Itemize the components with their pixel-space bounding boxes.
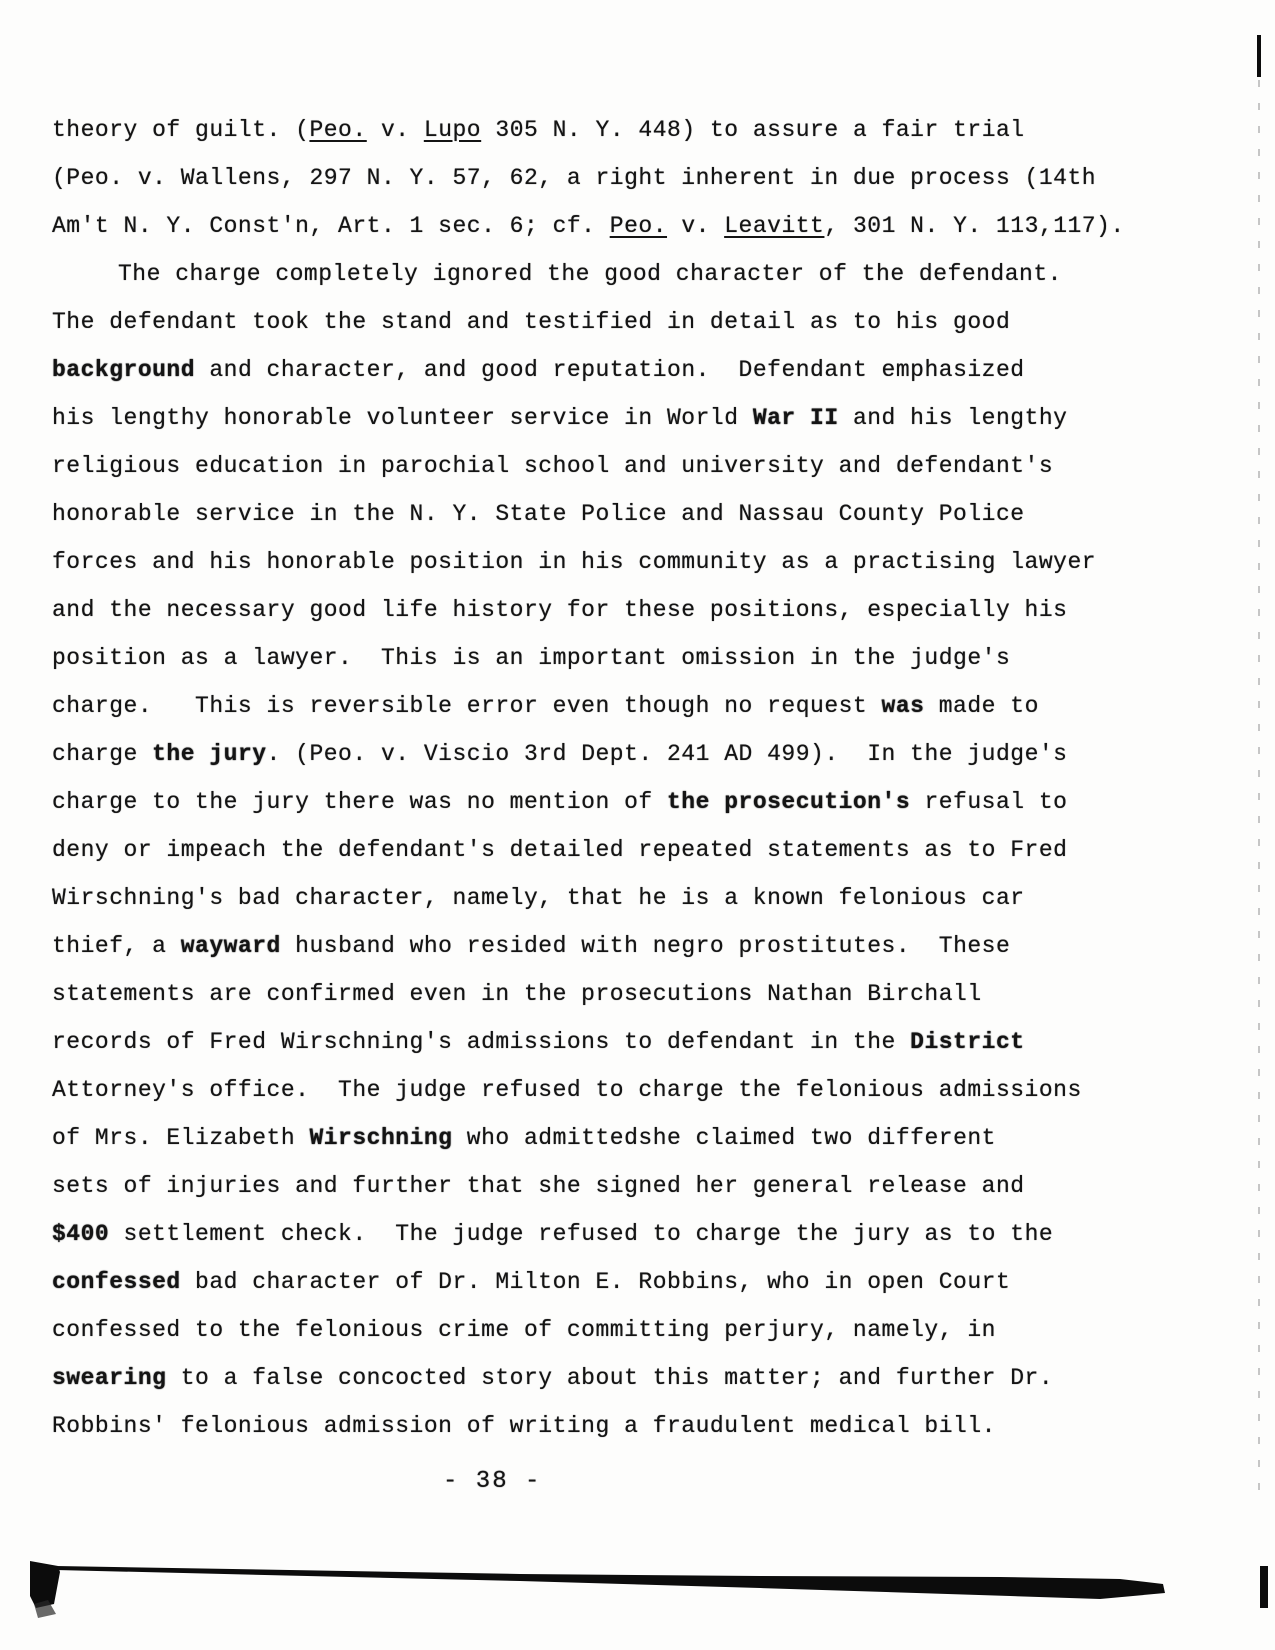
text-segment: and character, and good reputation. Defendant emphasized [195,357,1025,383]
text-line [52,874,1192,922]
text-segment: records of Fred Wirschning's admissions to defendant in the [52,1029,911,1055]
text-line [52,346,1192,394]
text-line [52,394,1192,442]
bottom-left-blob [30,1561,60,1608]
text-segment: settlement check. The judge refused to charge the jury as to the [109,1221,1054,1247]
text-segment: War II [752,405,839,431]
text-segment: v. [366,117,424,143]
text-line [52,298,1192,346]
text-segment: thief, a [52,933,181,959]
text-line [52,1066,1192,1114]
bottom-right-tick [1260,1566,1268,1608]
text-segment: Am't N. Y. Const'n, Art. 1 sec. 6; cf. [52,213,610,239]
text-line [52,1354,1192,1402]
text-segment: Attorney's office. The judge refused to charge the felonious admissions [52,1077,1082,1103]
text-line [52,1162,1192,1210]
text-segment: ground [109,357,196,383]
text-segment: confessed [52,1269,181,1295]
text-line [52,1402,1192,1450]
text-segment: refusal to [910,789,1068,815]
text-segment: was [881,693,925,719]
text-segment: (Peo. v. Wallens, 297 N. Y. 57, 62, a right inherent in due process (14th [52,165,1097,191]
text-line [52,682,1192,730]
text-line [52,442,1192,490]
text-segment: the prosecution's [667,789,911,815]
right-edge-dark-tick-top [1257,35,1261,77]
text-segment: to a false concocted story about this matter; and further Dr. [166,1365,1054,1391]
document-body [52,106,1192,1450]
text-segment: wayward [180,933,281,959]
text-line [52,202,1192,250]
text-segment: made to [924,693,1039,719]
text-segment: charge. This is reversible error even though no request [52,693,882,719]
text-line [52,1210,1192,1258]
text-segment: honorable service in the N. Y. State Police and Nassau County Police [52,501,1025,527]
text-segment: theory of guilt. ( [52,117,310,143]
text-segment: charge to the jury there was no mention of [52,789,667,815]
text-segment: 305 N. Y. 448) to assure a fair trial [481,117,1025,143]
text-segment: $400 [52,1221,110,1247]
text-segment: who admittedshe claimed two different [452,1125,996,1151]
text-segment: Robbins' felonious admission of writing a fraudulent medical bill. [52,1413,996,1439]
text-segment: Wirschning [309,1125,453,1151]
text-line [52,250,1192,298]
text-segment: the jury [152,741,267,767]
text-segment: and the necessary good life history for these positions, especially his [52,597,1068,623]
text-segment: statements are confirmed even in the prosecutions Nathan Birchall [52,981,982,1007]
text-segment: sets of injuries and further that she signed her general release and [52,1173,1025,1199]
text-segment: Peo. [309,117,367,143]
text-segment: Leavitt [724,213,825,239]
text-line [52,1114,1192,1162]
text-segment: Peo. [609,213,668,239]
text-segment: bad character of Dr. Milton E. Robbins, who in open Court [180,1269,1011,1295]
text-segment: religious education in parochial school and university and defendant's [52,453,1054,479]
text-segment: husband who resided with negro prostitutes. These [280,933,1011,959]
text-segment: The defendant took the stand and testified in detail as to his good [52,309,1011,335]
text-line [52,490,1192,538]
text-segment: v. [667,213,725,239]
text-segment: confessed to the felonious crime of committing perjury, namely, in [52,1317,996,1343]
text-segment: of Mrs. Elizabeth [52,1125,310,1151]
text-line [52,154,1192,202]
text-segment: his lengthy honorable volunteer service in World [52,405,753,431]
text-line [52,922,1192,970]
text-line [52,970,1192,1018]
text-segment: deny or impeach the defendant's detailed repeated statements as to Fred [52,837,1068,863]
text-segment: charge [52,741,153,767]
text-line [52,1018,1192,1066]
text-line [52,778,1192,826]
text-segment: forces and his honorable position in his community as a practising lawyer [52,549,1097,575]
text-segment: Lupo [423,117,482,143]
text-line [52,1258,1192,1306]
text-segment: swearing [52,1365,167,1391]
text-segment: back [52,357,110,383]
text-segment: . (Peo. v. Viscio 3rd Dept. 241 AD 499). In the judge's [266,741,1068,767]
text-segment: , 301 N. Y. 113,117). [824,213,1125,239]
text-line [52,106,1192,154]
text-segment: The charge completely ignored the good character of the defendant. [118,261,1062,287]
text-line [52,634,1192,682]
page-number: - 38 - [443,1468,542,1495]
text-line [52,586,1192,634]
text-segment: and his lengthy [838,405,1068,431]
text-segment: Wirschning's bad character, namely, that he is a known felonious car [52,885,1025,911]
text-segment: position as a lawyer. This is an important omission in the judge's [52,645,1011,671]
bottom-scan-bar [56,1566,1165,1599]
text-line [52,1306,1192,1354]
text-line [52,826,1192,874]
bottom-left-speckle [34,1600,56,1618]
text-segment: District [910,1029,1025,1055]
text-line [52,538,1192,586]
text-line [52,730,1192,778]
